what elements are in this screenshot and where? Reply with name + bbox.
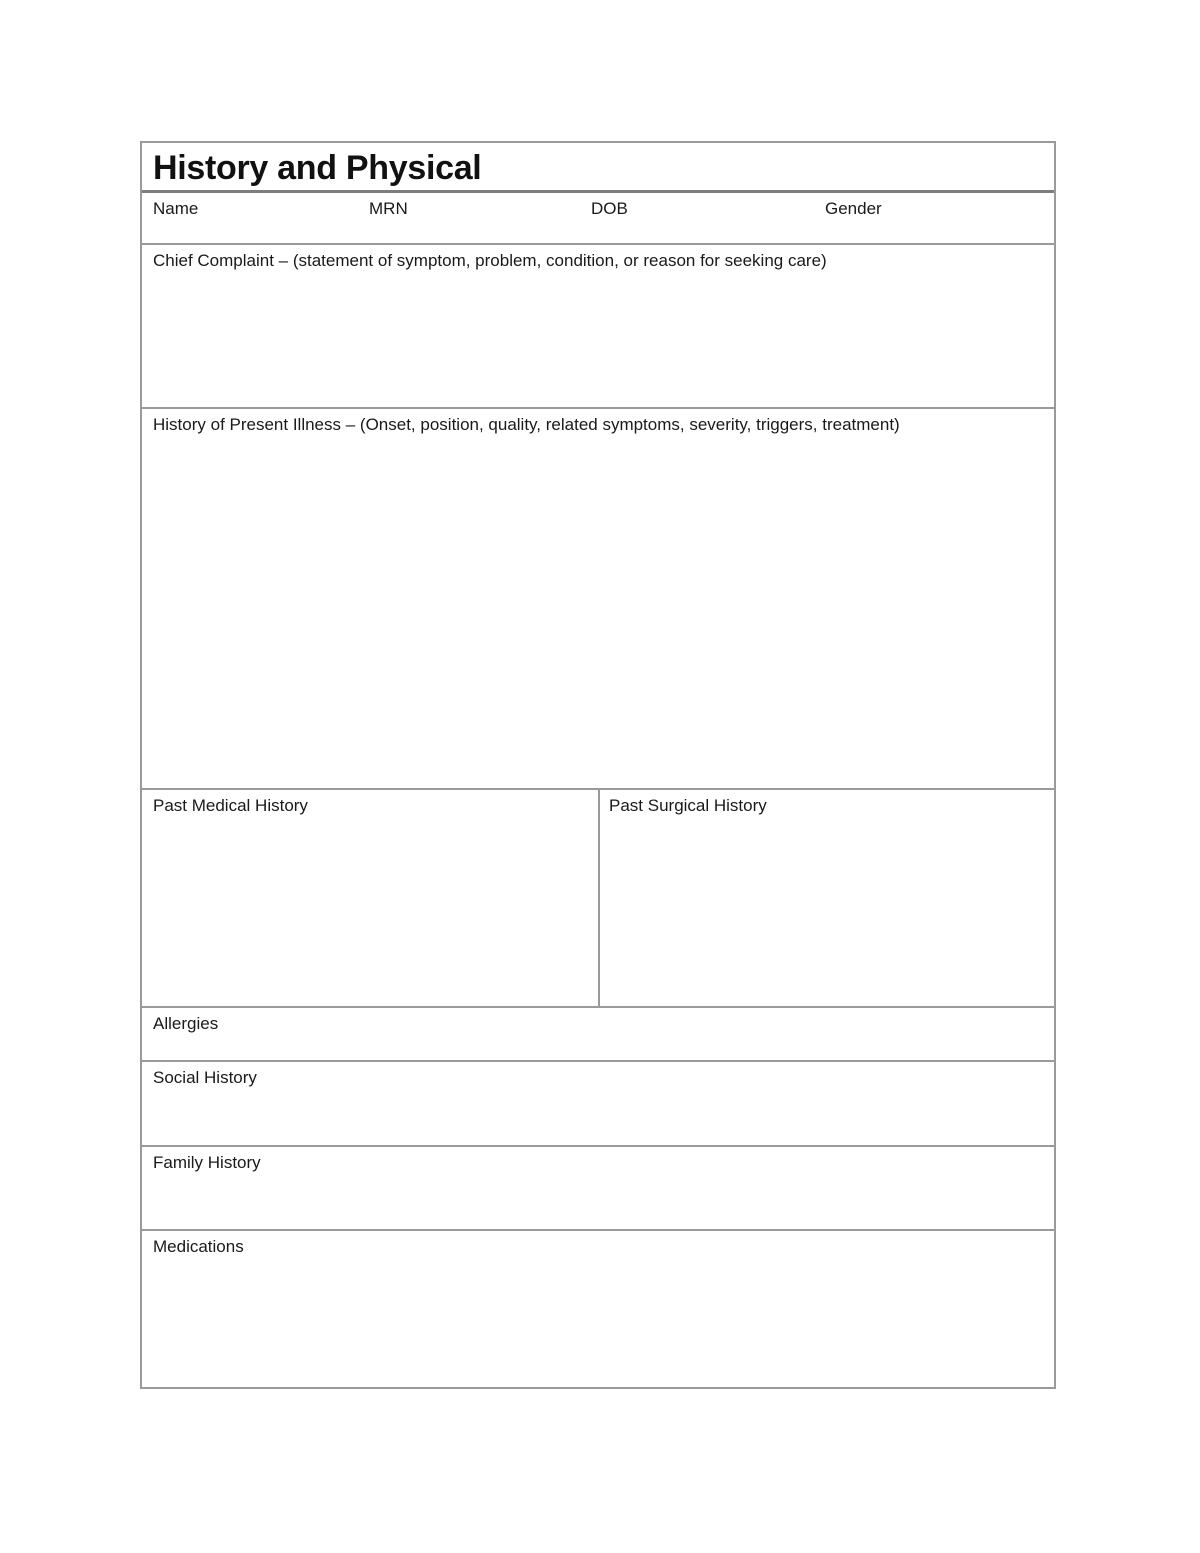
social-history-section <box>142 1062 1054 1147</box>
medications-section <box>142 1231 1054 1387</box>
past-surgical-history-label: Past Surgical History <box>609 796 767 815</box>
allergies-label: Allergies <box>153 1014 219 1033</box>
history-physical-form <box>140 141 1056 1389</box>
chief-complaint-section <box>142 245 1054 409</box>
medications-label: Medications <box>153 1237 244 1256</box>
history-present-illness-section <box>142 409 1054 790</box>
history-present-illness-label: History of Present Illness – (Onset, position, quality, related symptoms, severity, triggers, treatment) <box>153 415 900 434</box>
family-history-label: Family History <box>153 1153 261 1172</box>
patient-id-row <box>142 193 1054 245</box>
name-label: Name <box>153 199 199 218</box>
medical-surgical-history-row <box>142 790 1054 1008</box>
mrn-label: MRN <box>369 199 408 218</box>
past-medical-history-label: Past Medical History <box>153 796 308 815</box>
family-history-section <box>142 1147 1054 1231</box>
dob-label: DOB <box>591 199 628 218</box>
gender-label: Gender <box>825 199 882 218</box>
social-history-label: Social History <box>153 1068 257 1087</box>
allergies-section <box>142 1008 1054 1062</box>
column-divider <box>598 790 600 1006</box>
form-title: History and Physical <box>153 149 482 187</box>
chief-complaint-label: Chief Complaint – (statement of symptom, problem, condition, or reason for seeking care) <box>153 251 827 270</box>
form-header <box>142 143 1054 193</box>
